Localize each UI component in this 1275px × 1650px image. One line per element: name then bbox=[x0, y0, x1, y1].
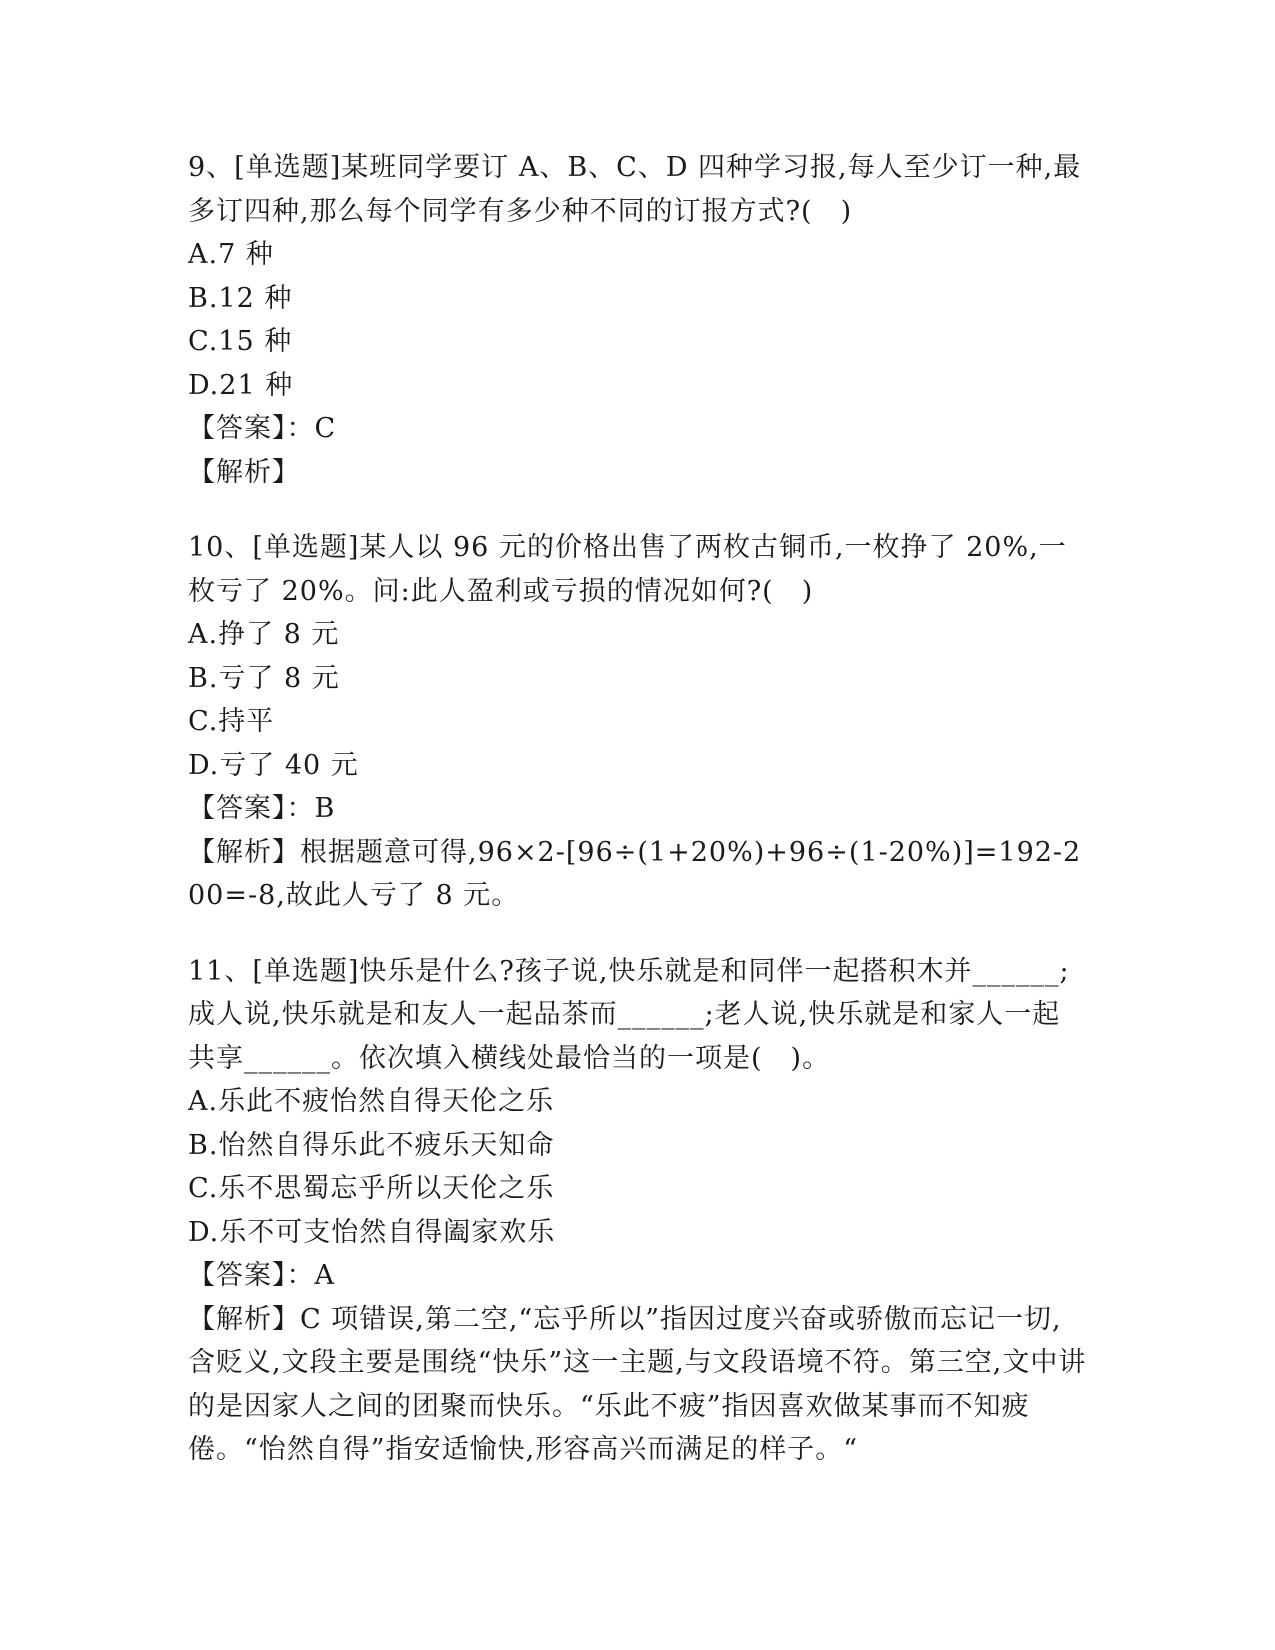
analysis-text: 【解析】 bbox=[188, 456, 300, 488]
option-d: D.亏了 40 元 bbox=[188, 749, 359, 781]
option-a: A.乐此不疲怡然自得天伦之乐 bbox=[188, 1086, 555, 1117]
option-d: D.乐不可支怡然自得阖家欢乐 bbox=[188, 1216, 556, 1248]
question-stem: 10、[单选题]某人以 96 元的价格出售了两枚古铜币,一枚挣了 20%,一枚亏了 20%。问:此人盈利或亏损的情况如何?( ) bbox=[188, 532, 1067, 607]
option-a: A.挣了 8 元 bbox=[188, 619, 340, 650]
answer-line: 【答案】：B bbox=[188, 793, 336, 824]
question-11 bbox=[188, 950, 1088, 1472]
question-stem: 11、[单选题]快乐是什么?孩子说,快乐就是和同伴一起搭积木并______;成人说,快乐就是和友人一起品茶而______;老人说,快乐就是和家人一起共享______。依次填入横线处最恰当的一项是( )。 bbox=[188, 955, 1070, 1074]
option-d: D.21 种 bbox=[188, 369, 294, 401]
option-b: B.怡然自得乐此不疲乐天知命 bbox=[188, 1129, 555, 1161]
analysis-text: 【解析】C 项错误,第二空,“忘乎所以”指因过度兴奋或骄傲而忘记一切,含贬义,文段主要是围绕“快乐”这一主题,与文段语境不符。第三空,文中讲的是因家人之间的团聚而快乐。“乐此不疲”指因喜欢做某事而不知疲倦。“怡然自得”指安适愉快,形容高兴而满足的样子。“ bbox=[188, 1303, 1087, 1465]
option-c: C.持平 bbox=[188, 706, 275, 737]
answer-line: 【答案】：A bbox=[188, 1260, 335, 1291]
analysis-text: 【解析】根据题意可得,96×2-[96÷(1+20%)+96÷(1-20%)]=192-200=-8,故此人亏了 8 元。 bbox=[188, 836, 1082, 911]
question-stem: 9、[单选题]某班同学要订 A、B、C、D 四种学习报,每人至少订一种,最多订四种,那么每个同学有多少种不同的订报方式?( ) bbox=[188, 152, 1082, 227]
option-a: A.7 种 bbox=[188, 239, 274, 270]
question-9 bbox=[188, 146, 1088, 494]
option-c: C.乐不思蜀忘乎所以天伦之乐 bbox=[188, 1173, 555, 1204]
question-10 bbox=[188, 526, 1088, 918]
option-c: C.15 种 bbox=[188, 326, 293, 357]
option-b: B.亏了 8 元 bbox=[188, 662, 340, 694]
option-b: B.12 种 bbox=[188, 282, 293, 314]
document-page bbox=[188, 146, 1088, 1472]
answer-line: 【答案】：C bbox=[188, 413, 337, 444]
